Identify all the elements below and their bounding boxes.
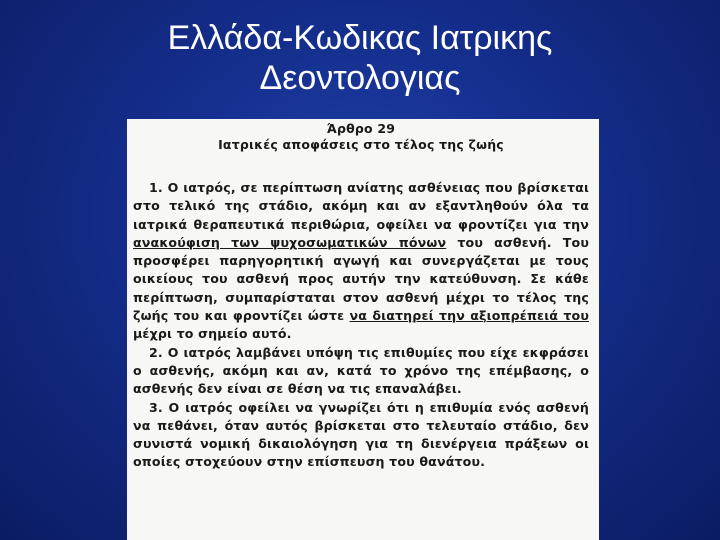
underlined-phrase-relief: ανακούφιση των ψυχοσωματικών πόνων [133, 234, 447, 250]
paragraph-1-text-a: 1. Ο ιατρός, σε περίπτωση ανίατης ασθένειας που βρίσκεται στο τελικό της στάδιο, ακόμη και αν εξαντληθούν όλα τα ιατρικά θεραπευτικά περιθώρια, οφείλει να φροντίζει για την [133, 180, 589, 232]
slide-title-line-1: Ελλάδα-Κωδικας Ιατρικης [167, 19, 553, 57]
slide-title-line-2: Δεοντολογιας [259, 59, 461, 97]
paragraph-1-text-b: του ασθενή. Του προσφέρει παρηγορητική αγωγή και συνεργάζεται με τους οικείους του ασθενή προς αυτήν την κατεύθυνση. Σε κάθε περίπτωση, συμπαρίσταται στον ασθενή μέχρι το τέλος της ζωής του και φροντίζει ώστε [133, 234, 589, 324]
paragraph-1-text-c: μέχρι το σημείο αυτό. [133, 326, 292, 342]
slide-title [0, 18, 720, 98]
article-heading: Ιατρικές αποφάσεις στο τέλος της ζωής [218, 137, 504, 152]
underlined-phrase-dignity: να διατηρεί την αξιοπρέπειά του [349, 308, 589, 324]
scanned-document [127, 119, 599, 540]
paragraph-3: 3. Ο ιατρός οφείλει να γνωρίζει ότι η επιθυμία ενός ασθενή να πεθάνει, όταν αυτός βρίσκεται στο τελευταίο στάδιο, δεν συνιστά νομική δικαιολόγηση για τη διενέργεια πράξεων οι οποίες στοχεύουν στην επίσπευση του θανάτου. [133, 399, 589, 470]
article-number: Άρθρο 29 [326, 121, 396, 136]
paragraph-2: 2. Ο ιατρός λαμβάνει υπόψη τις επιθυμίες που είχε εκφράσει ο ασθενής, ακόμη και αν, κατά το χρόνο της επέμβασης, ο ασθενής δεν είναι σε θέση να τις επαναλάβει. [133, 344, 589, 397]
paragraph-1 [133, 179, 589, 344]
